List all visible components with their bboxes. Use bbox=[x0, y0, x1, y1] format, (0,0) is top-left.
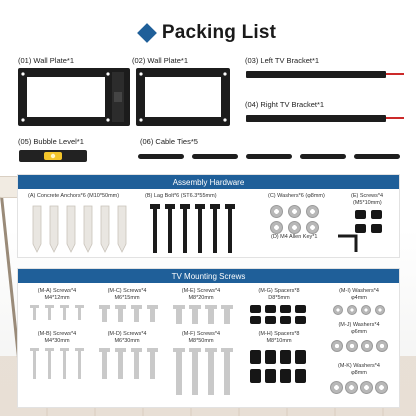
e-screw bbox=[371, 210, 382, 219]
mj-size: φ6mm bbox=[351, 329, 367, 335]
washer bbox=[288, 221, 301, 234]
diamond-icon bbox=[137, 23, 157, 43]
mg-spacer bbox=[280, 316, 291, 324]
right-bracket-image bbox=[246, 115, 386, 122]
mj-label: (M-J) Washers*4 bbox=[338, 322, 380, 328]
mg-spacer bbox=[295, 316, 306, 324]
left-bracket-image bbox=[246, 71, 386, 78]
e-screw bbox=[371, 224, 382, 233]
tv-mounting-screws-header: TV Mounting Screws bbox=[18, 269, 399, 283]
mf-screws-image bbox=[172, 347, 236, 397]
cable-tie bbox=[300, 154, 346, 159]
e-screw bbox=[355, 210, 366, 219]
e-screws-size: (M5*10mm) bbox=[353, 200, 382, 206]
anchors-label: (A) Concrete Anchors*6 (M10*50mm) bbox=[28, 193, 120, 199]
washer bbox=[306, 221, 319, 234]
mh-spacer bbox=[265, 350, 276, 364]
wall-plate-2-label: (02) Wall Plate*1 bbox=[132, 56, 188, 65]
mg-spacer bbox=[295, 305, 306, 313]
cable-tie bbox=[354, 154, 400, 159]
mk-washer bbox=[330, 381, 343, 394]
cable-ties-label: (06) Cable Ties*5 bbox=[140, 137, 198, 146]
me-screws-image bbox=[172, 304, 236, 326]
mc-label: (M-C) Screws*4 bbox=[107, 288, 147, 294]
mi-washer bbox=[375, 305, 385, 315]
washer bbox=[270, 221, 283, 234]
right-bracket-label: (04) Right TV Bracket*1 bbox=[245, 100, 325, 109]
left-bracket-label: (03) Left TV Bracket*1 bbox=[245, 56, 320, 65]
mh-spacer bbox=[250, 350, 261, 364]
ma-size: M4*12mm bbox=[44, 295, 70, 301]
mk-size: φ8mm bbox=[351, 370, 367, 376]
bubble-level-image bbox=[18, 146, 88, 166]
mg-label: (M-G) Spacers*8 bbox=[258, 288, 300, 294]
allen-key-label: (D) M4 Allen Key*1 bbox=[271, 234, 318, 240]
ma-screws-image bbox=[28, 304, 88, 322]
mi-washer bbox=[333, 305, 343, 315]
mh-spacer bbox=[280, 369, 291, 383]
washer bbox=[306, 205, 319, 218]
e-screws-label: (E) Screws*4 bbox=[351, 193, 384, 199]
mg-spacer bbox=[280, 305, 291, 313]
assembly-hardware-header: Assembly Hardware bbox=[18, 175, 399, 189]
bubble-level-label: (05) Bubble Level*1 bbox=[18, 137, 84, 146]
washers-label: (C) Washers*6 (φ8mm) bbox=[268, 193, 325, 199]
cable-tie bbox=[246, 154, 292, 159]
mi-label: (M-I) Washers*4 bbox=[339, 288, 379, 294]
mc-size: M6*15mm bbox=[114, 295, 140, 301]
mi-washer bbox=[347, 305, 357, 315]
page-title: Packing List bbox=[161, 22, 277, 43]
mk-washer bbox=[345, 381, 358, 394]
mg-spacer bbox=[250, 316, 261, 324]
mf-label: (M-F) Screws*4 bbox=[181, 331, 221, 337]
lag-bolt-label: (B) Lag Bolt*6 (ST6.3*55mm) bbox=[145, 193, 217, 199]
allen-key-icon bbox=[336, 232, 362, 254]
mi-washer bbox=[361, 305, 371, 315]
ma-label: (M-A) Screws*4 bbox=[37, 288, 77, 294]
mj-washer bbox=[376, 340, 388, 352]
md-screws-image bbox=[98, 347, 160, 381]
mh-spacer bbox=[295, 369, 306, 383]
mg-spacer bbox=[250, 305, 261, 313]
right-bracket-cord bbox=[386, 117, 404, 119]
me-label: (M-E) Screws*4 bbox=[181, 288, 221, 294]
left-bracket-cord bbox=[386, 73, 404, 75]
mi-size: φ4mm bbox=[351, 295, 367, 301]
mc-screws-image bbox=[98, 304, 160, 324]
concrete-anchors-image bbox=[30, 202, 134, 256]
mk-label: (M-K) Washers*4 bbox=[338, 363, 380, 369]
washer bbox=[270, 205, 283, 218]
mh-size: M8*10mm bbox=[266, 338, 292, 344]
wall-plate-1-image bbox=[18, 66, 130, 128]
mj-washer bbox=[361, 340, 373, 352]
mh-label: (M-H) Spacers*8 bbox=[258, 331, 300, 337]
md-size: M6*30mm bbox=[114, 338, 140, 344]
mj-washer bbox=[346, 340, 358, 352]
mf-size: M8*50mm bbox=[188, 338, 214, 344]
lag-bolts-image bbox=[148, 202, 238, 256]
md-label: (M-D) Screws*4 bbox=[107, 331, 147, 337]
mk-washer bbox=[375, 381, 388, 394]
mg-spacer bbox=[265, 316, 276, 324]
wall-plate-2-image bbox=[136, 66, 230, 128]
mh-spacer bbox=[265, 369, 276, 383]
cable-tie bbox=[138, 154, 184, 159]
title-row bbox=[0, 22, 416, 44]
mb-label: (M-B) Screws*4 bbox=[37, 331, 77, 337]
mh-spacer bbox=[295, 350, 306, 364]
washer bbox=[288, 205, 301, 218]
cable-tie bbox=[192, 154, 238, 159]
me-size: M8*20mm bbox=[188, 295, 214, 301]
mk-washer bbox=[360, 381, 373, 394]
wall-plate-1-label: (01) Wall Plate*1 bbox=[18, 56, 74, 65]
mg-spacer bbox=[265, 305, 276, 313]
mh-spacer bbox=[280, 350, 291, 364]
mh-spacer bbox=[250, 369, 261, 383]
mj-washer bbox=[331, 340, 343, 352]
mg-size: D8*5mm bbox=[268, 295, 290, 301]
mb-screws-image bbox=[28, 347, 88, 381]
mb-size: M4*30mm bbox=[44, 338, 70, 344]
